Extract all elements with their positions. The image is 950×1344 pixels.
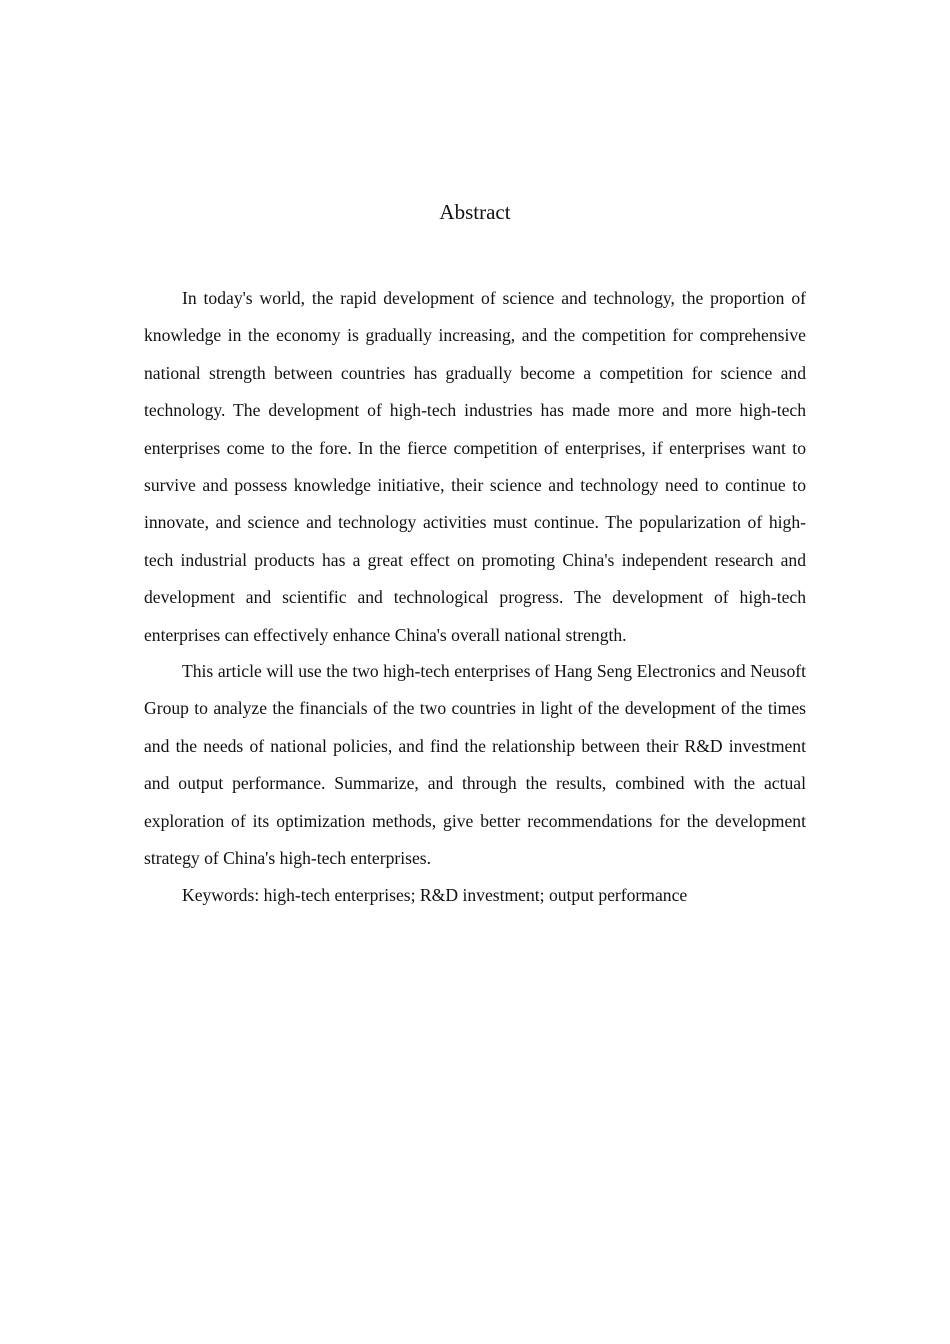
abstract-body — [144, 280, 806, 914]
abstract-paragraph-2: This article will use the two high-tech enterprises of Hang Seng Electronics and Neusoft Group to analyze the financials of the two countries in light of the development of the times and the needs of national policies, and find the relationship between their R&D investment and output performance. Summarize, and through the results, combined with the actual exploration of its optimization methods, give better recommendations for the development strategy of China's high-tech enterprises. — [144, 661, 806, 869]
abstract-title: Abstract — [439, 200, 511, 224]
keywords-line: Keywords: high-tech enterprises; R&D investment; output performance — [182, 884, 688, 905]
abstract-paragraph-1: In today's world, the rapid development of science and technology, the proportion of knowledge in the economy is gradually increasing, and the competition for comprehensive national strength between countries has gradually become a competition for science and technology. The development of high-tech industries has made more and more high-tech enterprises come to the fore. In the fierce competition of enterprises, if enterprises want to survive and possess knowledge initiative, their science and technology need to continue to innovate, and science and technology activities must continue. The popularization of high-tech industrial products has a great effect on promoting China's independent research and development and scientific and technological progress. The development of high-tech enterprises can effectively enhance China's overall national strength. — [144, 288, 806, 645]
